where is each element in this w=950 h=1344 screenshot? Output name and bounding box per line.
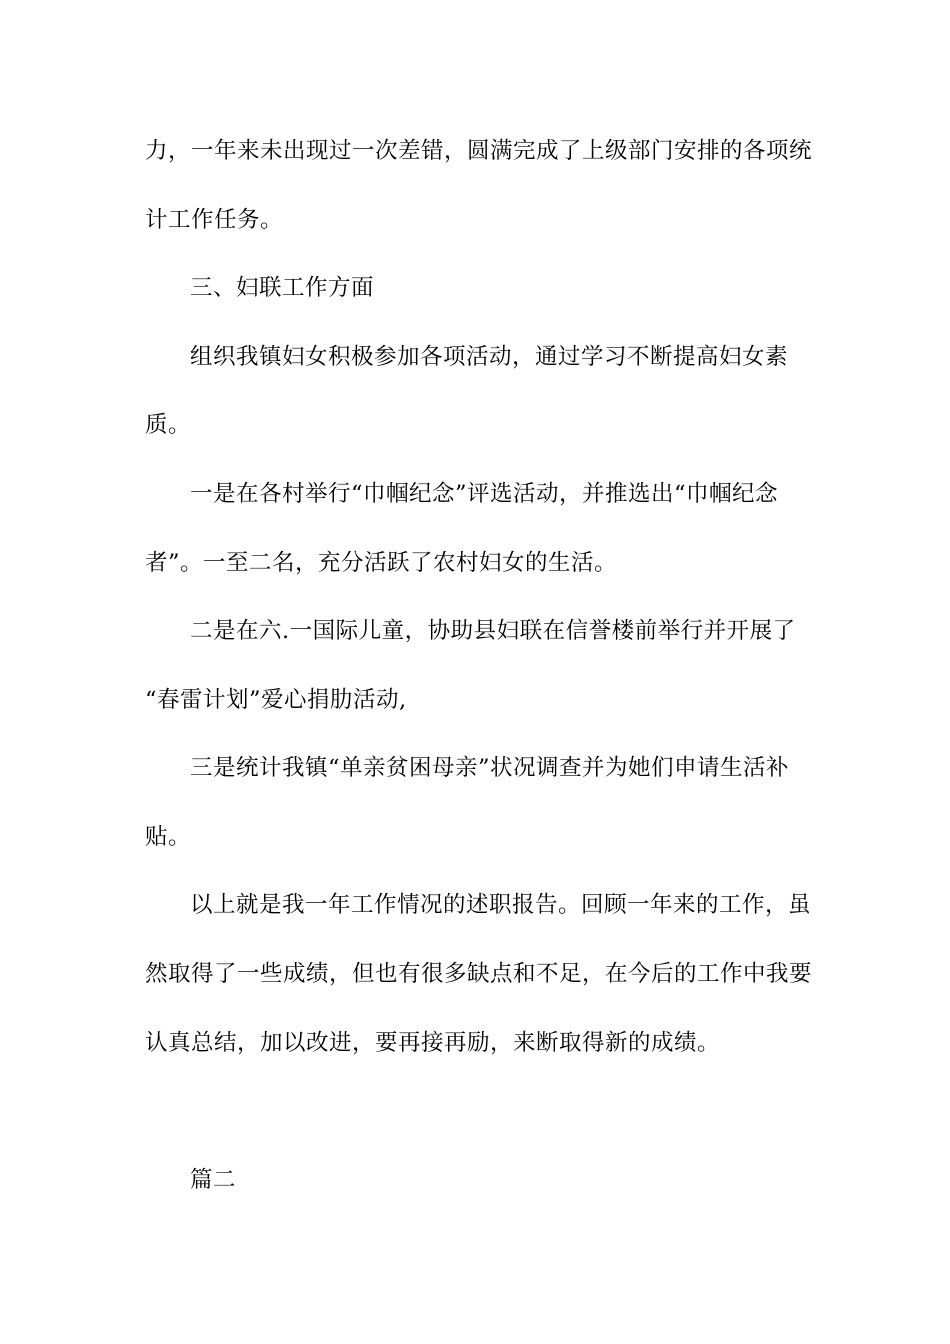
text-line: 认真总结，加以改进，要再接再励，来断取得新的成绩。 [145,1030,721,1056]
section-title: 篇二 [190,1167,237,1193]
text-line: 贴。 [145,824,192,850]
text-line: 质。 [145,412,192,438]
text-line: 然取得了一些成绩，但也有很多缺点和不足，在今后的工作中我要 [145,961,813,987]
text-line: 以上就是我一年工作情况的述职报告。回顾一年来的工作，虽 [190,892,812,918]
text-line: “春雷计划”爱心捐肋活动, [145,687,407,713]
text-line: 组织我镇妇女积极参加各项活动，通过学习不断提高妇女素 [190,344,789,370]
text-line: 者”。一至二名，充分活跃了农村妇女的生活。 [145,550,618,576]
text-line: 力，一年来未出现过一次差错，圆满完成了上级部门安排的各项统 [145,138,813,164]
text-line: 计工作任务。 [145,207,284,233]
text-line: 三是统计我镇“单亲贫困母亲”状况调查并为她们申请生活补 [190,755,790,781]
section-heading: 三、妇联工作方面 [190,275,375,301]
text-line: 一是在各村举行“巾帼纪念”评选活动，并推选出“巾帼纪念 [190,481,779,507]
text-line: 二是在六.一国际儿童，协助县妇联在信誉楼前举行并开展了 [190,618,796,644]
